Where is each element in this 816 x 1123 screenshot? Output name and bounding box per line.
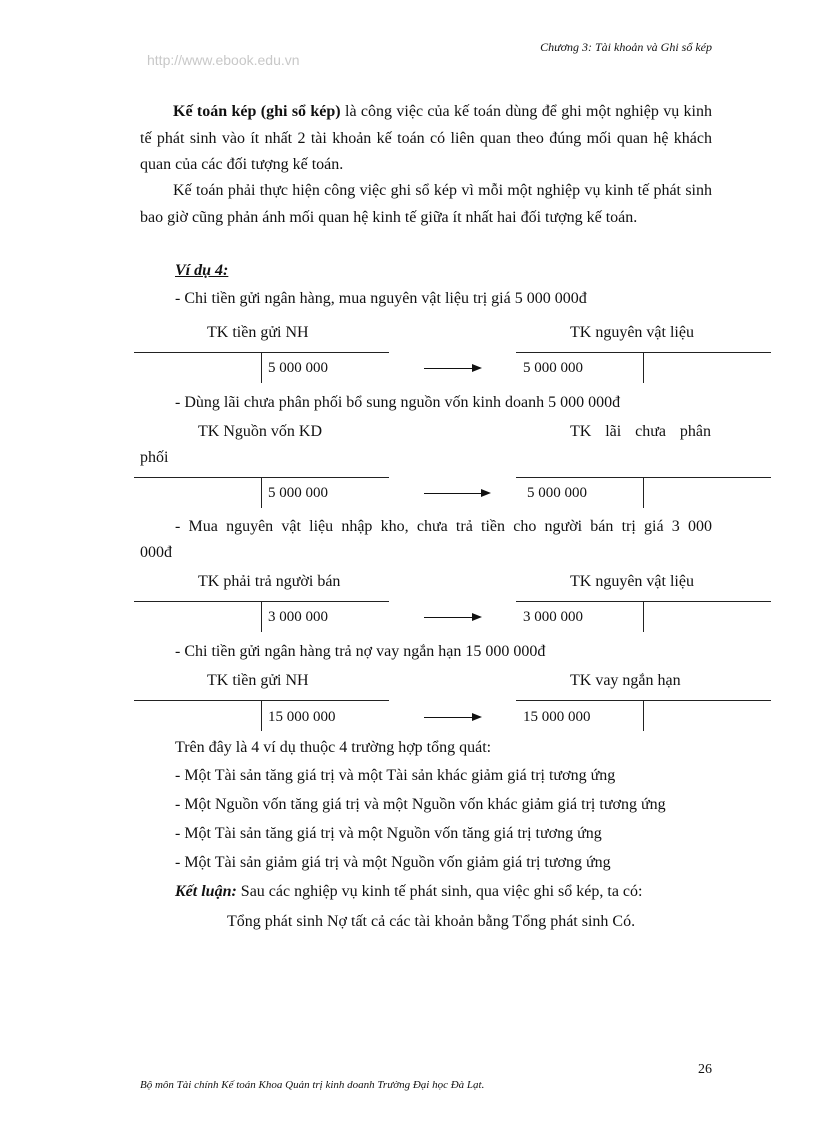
example-1-credit-account: TK nguyên vật liệu: [570, 324, 694, 341]
example-2-credit-account: TK lãi chưa phân: [570, 423, 711, 440]
example-3-credit-account: TK nguyên vật liệu: [570, 573, 694, 590]
t-account-divider: [643, 601, 644, 632]
t-account-divider: [643, 477, 644, 508]
case-item-1: - Một Tài sản tăng giá trị và một Tài sản khác giảm giá trị tương ứng: [175, 767, 616, 784]
example-2-debit-amount: 5 000 000: [527, 485, 587, 501]
example-4-text: - Chi tiền gửi ngân hàng trả nợ vay ngắn hạn 15 000 000đ: [175, 643, 546, 660]
t-account-divider: [643, 352, 644, 383]
page-number: 26: [698, 1062, 712, 1077]
arrow-line: [424, 717, 472, 718]
case-item-2: - Một Nguồn vốn tăng giá trị và một Nguồn vốn khác giảm giá trị tương ứng: [175, 796, 666, 813]
arrow-head: [481, 489, 491, 497]
example-2-text: - Dùng lãi chưa phân phối bổ sung nguồn vốn kinh doanh 5 000 000đ: [175, 394, 621, 411]
example-1-debit-amount: 5 000 000: [523, 360, 583, 376]
example-title: Ví dụ 4:: [175, 262, 229, 279]
arrow-line: [424, 368, 472, 369]
example-1-debit-account: TK tiền gửi NH: [207, 324, 309, 341]
conclusion-label: Kết luận:: [175, 883, 237, 900]
case-item-3: - Một Tài sản tăng giá trị và một Nguồn vốn tăng giá trị tương ứng: [175, 825, 602, 842]
example-2-debit-account: TK Nguồn vốn KD: [198, 423, 322, 440]
watermark-url: http://www.ebook.edu.vn: [147, 52, 300, 68]
example-3-debit-amount: 3 000 000: [523, 609, 583, 625]
arrow-head: [472, 364, 482, 372]
example-4-credit-account: TK vay ngắn hạn: [570, 672, 681, 689]
t-account-divider: [261, 700, 262, 731]
conclusion-formula: Tổng phát sinh Nợ tất cả các tài khoản bằng Tổng phát sinh Có.: [227, 913, 636, 930]
arrow-line: [424, 493, 482, 494]
intro-reason: Kế toán phải thực hiện công việc ghi sổ kép vì mỗi một nghiệp vụ kinh tế phát sinh bao giờ cũng phản ánh mối quan hệ kinh tế giữa ít nhất hai đối tượng kế toán.: [140, 182, 712, 226]
example-3-text-wrap: 000đ: [140, 544, 172, 561]
example-2-credit-amount: 5 000 000: [268, 485, 328, 501]
footer-text: Bộ môn Tài chính Kế toán Khoa Quản trị kinh doanh Trường Đại học Đà Lạt.: [140, 1079, 485, 1091]
summary-intro: Trên đây là 4 ví dụ thuộc 4 trường hợp tổng quát:: [175, 739, 492, 756]
example-1-credit-amount: 5 000 000: [268, 360, 328, 376]
t-account-divider: [261, 601, 262, 632]
term-bold: Kế toán kép (ghi sổ kép): [173, 103, 341, 120]
example-4-debit-amount: 15 000 000: [523, 709, 591, 725]
t-account-divider: [643, 700, 644, 731]
chapter-header: Chương 3: Tài khoản và Ghi sổ kép: [540, 40, 712, 54]
conclusion-line: [175, 883, 642, 901]
example-1-text: - Chi tiền gửi ngân hàng, mua nguyên vật liệu trị giá 5 000 000đ: [175, 290, 587, 307]
example-3-credit-amount: 3 000 000: [268, 609, 328, 625]
example-4-debit-account: TK tiền gửi NH: [207, 672, 309, 689]
t-account-divider: [261, 477, 262, 508]
arrow-head: [472, 613, 482, 621]
example-3-debit-account: TK phải trả người bán: [198, 573, 341, 590]
case-item-4: - Một Tài sản giảm giá trị và một Nguồn vốn giảm giá trị tương ứng: [175, 854, 611, 871]
example-2-credit-account-wrap: phối: [140, 449, 169, 466]
definition-text: là công việc của kế toán dùng để ghi một nghiệp vụ kinh tế phát sinh vào ít nhất 2 tài khoản kế toán có liên quan theo đúng mối quan hệ khách quan của các đối tượng kế toán.: [140, 103, 713, 173]
example-3-text: - Mua nguyên vật liệu nhập kho, chưa trả tiền cho người bán trị giá 3 000: [175, 518, 712, 535]
t-account-divider: [261, 352, 262, 383]
example-4-credit-amount: 15 000 000: [268, 709, 336, 725]
conclusion-text: Sau các nghiệp vụ kinh tế phát sinh, qua việc ghi sổ kép, ta có:: [236, 883, 643, 900]
arrow-head: [472, 713, 482, 721]
intro-definition: [140, 99, 712, 179]
arrow-line: [424, 617, 472, 618]
